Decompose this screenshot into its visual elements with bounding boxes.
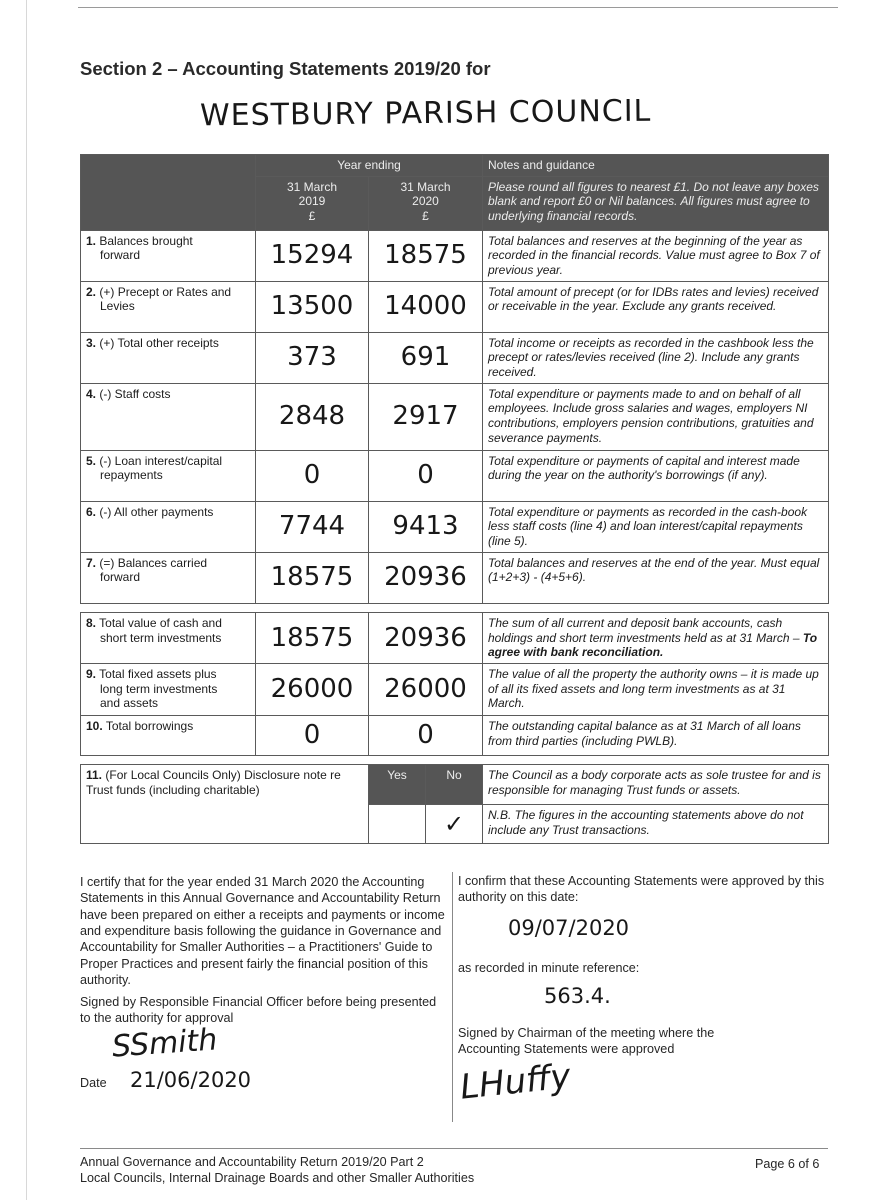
year-ending-header: Year ending [256,155,483,177]
chair-signature: LHuffy [458,1056,573,1108]
row-label: 4. (-) Staff costs [81,383,256,450]
value-2019[interactable]: 2848 [256,383,369,450]
statement-row [81,552,829,603]
top-rule [78,7,838,8]
value-2019[interactable]: 373 [256,332,369,383]
trust-funds-table [80,764,829,844]
value-2019[interactable]: 18575 [256,613,369,664]
minute-ref-value: 563.4. [544,984,611,1008]
page-number: Page 6 of 6 [755,1157,820,1171]
value-2020[interactable]: 18575 [369,230,483,281]
value-2020[interactable]: 691 [369,332,483,383]
assets-row [81,664,829,716]
assets-row [81,613,829,664]
trust-yes-header: Yes [369,765,426,805]
chair-signed-by: Signed by Chairman of the meeting where the Accounting Statements were approved [458,1026,715,1057]
value-2020[interactable]: 0 [369,716,483,756]
row-label: 3. (+) Total other receipts [81,332,256,383]
row-note: Total expenditure or payments made to and on behalf of all employees. Include gross salaries and wages, employers NI contributions, employers pension contributions, gratuities and severance payments. [483,383,829,450]
trust-note-2: N.B. The figures in the accounting statements above do not include any Trust transactions. [483,805,829,844]
row-label: 8. Total value of cash and short term investments [81,613,256,664]
value-2019[interactable]: 0 [256,716,369,756]
accounting-statements-table [80,154,829,604]
section-title: Section 2 – Accounting Statements 2019/20 for [80,58,491,79]
row-note: Total amount of precept (or for IDBs rates and levies) received or receivable in the year. Exclude any grants received. [483,281,829,332]
row-label: 10. Total borrowings [81,716,256,756]
trust-note-1: The Council as a body corporate acts as sole trustee for and is responsible for managing Trust funds or assets. [483,765,829,805]
rfo-date-value: 21/06/2020 [130,1068,252,1092]
row-label: 7. (=) Balances carried forward [81,552,256,603]
footer-rule [80,1148,828,1149]
value-2019[interactable]: 18575 [256,552,369,603]
value-2019[interactable]: 13500 [256,281,369,332]
row-note: Total expenditure or payments as recorded in the cash-book less staff costs (line 4) and loan interest/capital repayments (line 5). [483,501,829,552]
value-2020[interactable]: 0 [369,450,483,501]
signature-divider [452,872,453,1122]
row-label: 5. (-) Loan interest/capital repayments [81,450,256,501]
col-2019-header: 31 March 2019 £ [256,176,369,230]
assets-row [81,716,829,756]
value-2020[interactable]: 9413 [369,501,483,552]
trust-no-box[interactable] [426,805,483,844]
value-2020[interactable]: 26000 [369,664,483,716]
row-note: Total balances and reserves at the beginning of the year as recorded in the financial records. Value must agree to Box 7 of previous year. [483,230,829,281]
value-2019[interactable]: 26000 [256,664,369,716]
notes-header: Notes and guidance [483,155,829,177]
statement-row [81,501,829,552]
row-note: The sum of all current and deposit bank accounts, cash holdings and short term investments held as at 31 March – To agree with bank reconciliation. [483,613,829,664]
trust-no-header: No [426,765,483,805]
guidance-note: Please round all figures to nearest £1. Do not leave any boxes blank and report £0 or Nil balances. All figures must agree to underlying financial records. [483,176,829,230]
scan-edge [26,0,27,1200]
assets-table [80,612,829,756]
rfo-certification [80,874,446,1026]
value-2019[interactable]: 0 [256,450,369,501]
rfo-certify-text: I certify that for the year ended 31 March 2020 the Accounting Statements in this Annual Governance and Accountability Return have been prepared on either a receipts and payments or income and expenditure basis following the guidance in Governance and Accountability for Smaller Authorities – a Practitioners' Guide to Proper Practices and present fairly the financial position of this authority. [80,875,445,988]
value-2020[interactable]: 14000 [369,281,483,332]
header-blank-cell [81,155,256,231]
council-name-handwritten: WESTBURY PARISH COUNCIL [199,93,652,134]
statement-row [81,383,829,450]
statement-row [81,230,829,281]
statement-row [81,450,829,501]
row-label: 1. Balances brought forward [81,230,256,281]
footer-title [80,1155,474,1186]
chair-confirm-text: I confirm that these Accounting Statements were approved by this authority on this date: [458,874,825,905]
row-note: The value of all the property the authority owns – it is made up of all its fixed assets and long term investments as at 31 March. [483,664,829,716]
row-note: Total income or receipts as recorded in the cashbook less the precept or rates/levies received (line 2). Include any grants received. [483,332,829,383]
col-2020-header: 31 March 2020 £ [369,176,483,230]
row-note: Total balances and reserves at the end of the year. Must equal (1+2+3) - (4+5+6). [483,552,829,603]
rfo-date-label: Date [80,1076,107,1090]
row-label: 2. (+) Precept or Rates and Levies [81,281,256,332]
value-2019[interactable]: 15294 [256,230,369,281]
row-note: Total expenditure or payments of capital and interest made during the year on the authority's borrowings (if any). [483,450,829,501]
statement-row [81,332,829,383]
value-2019[interactable]: 7744 [256,501,369,552]
value-2020[interactable]: 20936 [369,552,483,603]
approval-date-value: 09/07/2020 [508,916,630,940]
value-2020[interactable]: 20936 [369,613,483,664]
value-2020[interactable]: 2917 [369,383,483,450]
trust-yes-box[interactable] [369,805,426,844]
footer-line-2: Local Councils, Internal Drainage Boards and other Smaller Authorities [80,1170,475,1185]
row-label: 9. Total fixed assets plus long term investments and assets [81,664,256,716]
row-label: 6. (-) All other payments [81,501,256,552]
rfo-signed-by: Signed by Responsible Financial Officer before being presented to the authority for approval [80,994,437,1025]
statement-row [81,281,829,332]
row-note: The outstanding capital balance as at 31 March of all loans from third parties (including PWLB). [483,716,829,756]
minute-ref-label: as recorded in minute reference: [458,961,640,975]
trust-label: 11. (For Local Councils Only) Disclosure note re Trust funds (including charitable) [81,765,369,844]
rfo-signature: SSmith [110,1022,219,1065]
footer-line-1: Annual Governance and Accountability Return 2019/20 Part 2 [80,1155,424,1169]
trust-no-tick: ✓ [443,810,465,838]
